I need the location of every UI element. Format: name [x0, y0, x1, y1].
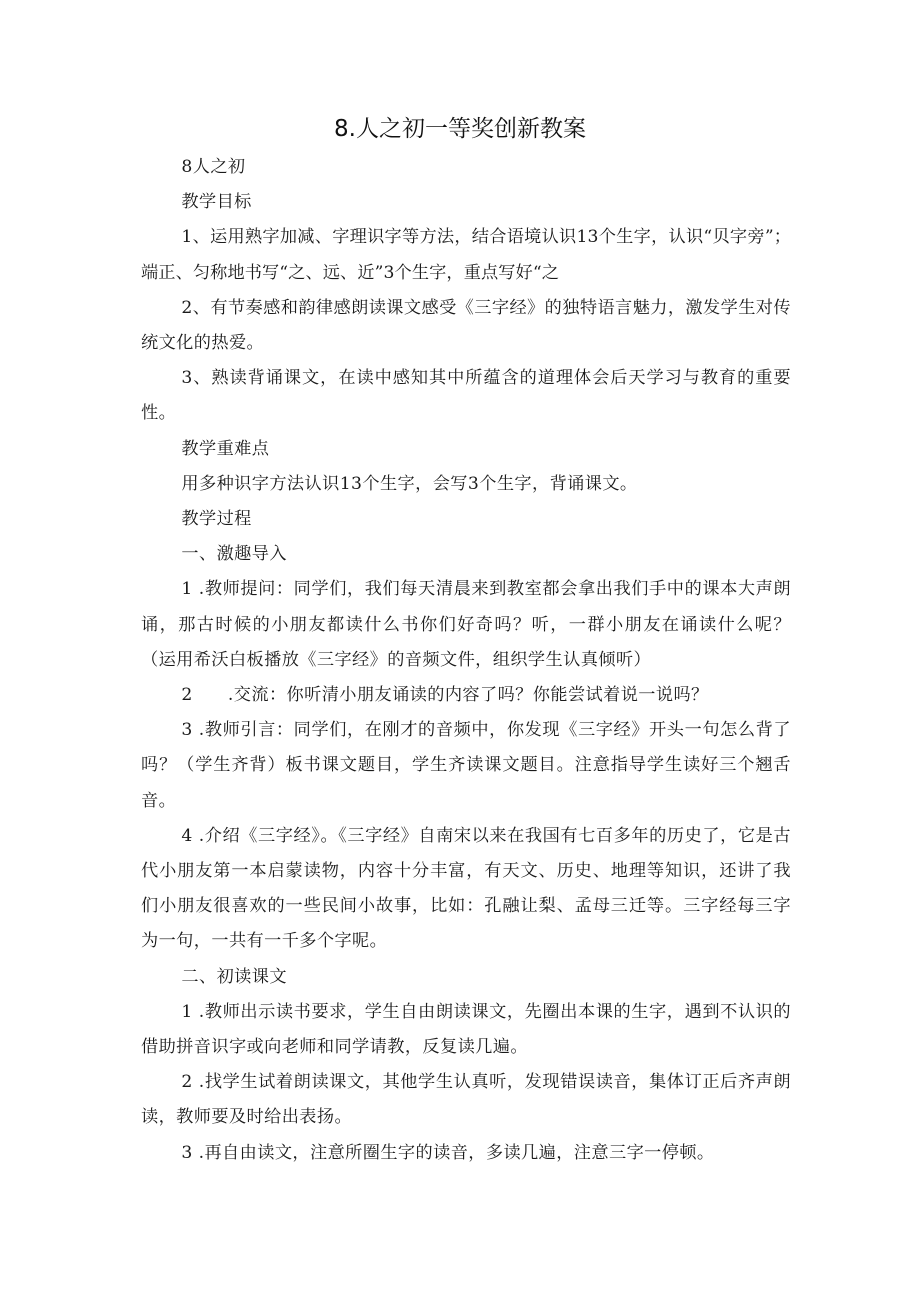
- paragraph-goal-3: 3、熟读背诵课文，在读中感知其中所蕴含的道理体会后天学习与教育的重要性。: [141, 368, 791, 424]
- document-title: 8.人之初一等奖创新教案: [334, 116, 586, 142]
- heading-section-2: 二、初读课文: [181, 966, 287, 987]
- paragraph-key-difficulties: 用多种识字方法认识13个生字，会写3个生字，背诵课文。: [181, 473, 638, 494]
- heading-key-difficulties: 教学重难点: [181, 438, 270, 459]
- paragraph-goal-2: 2、有节奏感和韵律感朗读课文感受《三字经》的独特语言魅力，激发学生对传统文化的热爱。: [141, 297, 791, 354]
- heading-section-1: 一、激趣导入: [181, 544, 287, 565]
- document-body: [141, 150, 791, 1171]
- paragraph-intro-2: 2 .交流：你听清小朋友诵读的内容了吗？你能尝试着说一说吗？: [181, 685, 709, 706]
- paragraph-intro-1: 1 .教师提问：同学们，我们每天清晨来到教室都会拿出我们手中的课本大声朗诵，那古时候的小朋友都读什么书你们好奇吗？听，一群小朋友在诵读什么呢？（运用希沃白板播放《三字经》的音频文件，组织学生认真倾听）: [141, 579, 791, 670]
- paragraph-reading-2: 2 .找学生试着朗读课文，其他学生认真听，发现错误读音，集体订正后齐声朗读，教师要及时给出表扬。: [141, 1072, 791, 1128]
- paragraph-lesson-name: 8人之初: [181, 157, 246, 177]
- paragraph-goal-1: 1、运用熟字加减、字理识字等方法，结合语境认识13个生字，认识“贝字旁”；端正、匀称地书写“之、远、近”3个生字，重点写好“之: [141, 227, 791, 283]
- paragraph-reading-1: 1 .教师出示读书要求，学生自由朗读课文，先圈出本课的生字，遇到不认识的借助拼音识字或向老师和同学请教，反复读几遍。: [141, 1001, 791, 1058]
- paragraph-intro-4: 4 .介绍《三字经》。《三字经》自南宋以来在我国有七百多年的历史了，它是古代小朋友第一本启蒙读物，内容十分丰富，有天文、历史、地理等知识，还讲了我们小朋友很喜欢的一些民间小故事，比如：孔融让梨、孟母三迁等。三字经每三字为一句，一共有一千多个字呢。: [141, 825, 791, 952]
- paragraph-intro-3: 3 .教师引言：同学们，在刚才的音频中，你发现《三字经》开头一句怎么背了吗？（学生齐背）板书课文题目，学生齐读课文题目。注意指导学生读好三个翘舌音。: [141, 720, 791, 811]
- paragraph-reading-3: 3 .再自由读文，注意所圈生字的读音，多读几遍，注意三字一停顿。: [181, 1142, 715, 1163]
- heading-teaching-goals: 教学目标: [181, 192, 252, 213]
- heading-teaching-process: 教学过程: [181, 509, 252, 530]
